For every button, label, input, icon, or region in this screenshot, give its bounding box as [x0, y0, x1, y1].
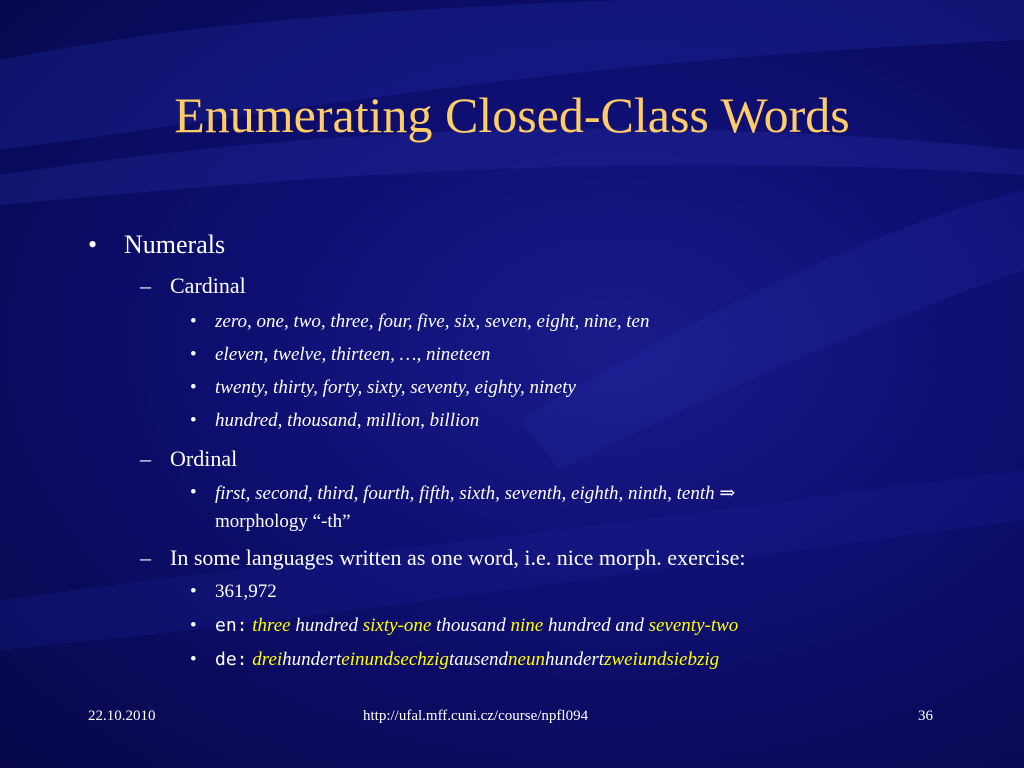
- heading-cardinal: Cardinal: [170, 273, 246, 298]
- example-de: [215, 649, 719, 671]
- de-word-highlight: einundsechzig: [341, 649, 449, 670]
- cardinal-item: twenty, thirty, forty, sixty, seventy, eighty, ninety: [215, 377, 576, 398]
- bullet-numerals: Numerals: [124, 230, 226, 259]
- heading-languages: In some languages written as one word, i.e. nice morph. exercise:: [170, 545, 746, 570]
- footer-date: 22.10.2010: [88, 708, 156, 724]
- heading-ordinal: Ordinal: [170, 446, 238, 471]
- de-word: hundert: [282, 649, 342, 670]
- ordinal-item-continuation: morphology “-th”: [215, 511, 351, 532]
- en-word-highlight: seventy-two: [648, 615, 739, 636]
- sub-bullet-marker: •: [190, 410, 197, 431]
- dash-marker: –: [140, 545, 151, 570]
- sub-bullet-marker: •: [190, 581, 197, 602]
- en-word-highlight: nine: [510, 615, 544, 636]
- implies-arrow-icon: ⇒: [719, 483, 736, 504]
- lang-label-en: en:: [215, 615, 248, 636]
- ordinal-item: [215, 482, 735, 505]
- de-word: hundert: [544, 649, 605, 670]
- example-en: [215, 615, 738, 637]
- en-word: hundred and: [543, 615, 649, 636]
- dash-marker: –: [140, 273, 151, 298]
- de-word-highlight: neun: [508, 649, 545, 670]
- de-word-highlight: drei: [252, 649, 283, 670]
- sub-bullet-marker: •: [190, 615, 197, 636]
- slide-title: Enumerating Closed-Class Words: [174, 87, 850, 143]
- dash-marker: –: [140, 446, 151, 471]
- en-word: thousand: [431, 615, 511, 636]
- example-number: 361,972: [215, 581, 277, 602]
- sub-bullet-marker: •: [190, 649, 197, 670]
- en-word-highlight: sixty-one: [362, 615, 432, 636]
- footer-page-number: 36: [918, 708, 933, 724]
- cardinal-item: zero, one, two, three, four, five, six, seven, eight, nine, ten: [215, 311, 650, 332]
- ordinal-words: first, second, third, fourth, fifth, sixth, seventh, eighth, ninth, tenth: [215, 483, 715, 504]
- footer-url: http://ufal.mff.cuni.cz/course/npfl094: [363, 708, 589, 724]
- lang-label-de: de:: [215, 649, 248, 670]
- en-word-highlight: three: [252, 615, 291, 636]
- sub-bullet-marker: •: [190, 311, 197, 332]
- cardinal-item: hundred, thousand, million, billion: [215, 410, 480, 431]
- de-word: tausend: [448, 649, 509, 670]
- bullet-marker: •: [88, 230, 98, 259]
- sub-bullet-marker: •: [190, 482, 197, 503]
- en-word: hundred: [290, 615, 363, 636]
- cardinal-item: eleven, twelve, thirteen, …, nineteen: [215, 344, 491, 365]
- de-word-highlight: zweiundsiebzig: [604, 649, 720, 670]
- sub-bullet-marker: •: [190, 377, 197, 398]
- sub-bullet-marker: •: [190, 344, 197, 365]
